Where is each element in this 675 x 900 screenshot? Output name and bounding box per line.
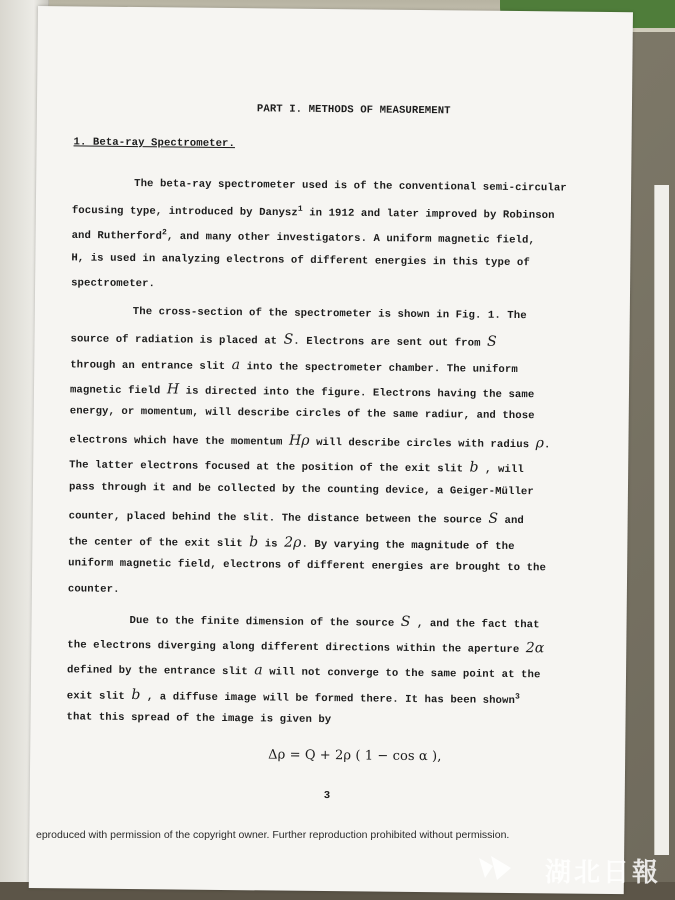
paragraph-line: spectrometer. [71, 277, 156, 291]
paragraph-line: pass through it and be collected by the counting device, a Geiger-Müller [68, 481, 534, 499]
paragraph-line: counter. [67, 583, 120, 596]
paragraph-line: the electrons diverging along different directions within the aperture 2α [67, 639, 545, 657]
footnote-ref: 3 [514, 692, 520, 702]
right-page-edge [654, 185, 669, 855]
paragraph-line: Due to the finite dimension of the source S , and the fact that [129, 613, 540, 632]
part-heading: PART I. METHODS OF MEASUREMENT [256, 103, 451, 118]
paragraph-line: exit slit b , a diffuse image will be formed there. It has been shown$^3$ [66, 687, 520, 708]
paragraph-line: that this spread of the image is given by [66, 711, 332, 727]
paragraph-line: H, is used in analyzing electrons of different energies in this type of [71, 252, 530, 270]
footnote-ref: 1 [297, 204, 303, 214]
paragraph-line: counter, placed behind the slit. The distance between the source S and [68, 510, 524, 528]
paragraph-line: energy, or momentum, will describe circles of the same radiur, and those [69, 405, 535, 423]
permission-footer: eproduced with permission of the copyright owner. Further reproduction prohibited without permission. [36, 829, 510, 841]
paragraph-line: electrons which have the momentum Hρ will describe circles with radius ρ. [69, 432, 551, 452]
section-heading: 1. Beta-ray Spectrometer. [73, 136, 236, 151]
footnote-ref: 2 [161, 228, 167, 238]
paragraph-line: uniform magnetic field, electrons of different energies are brought to the [68, 557, 547, 575]
document-page [29, 6, 633, 894]
page-number: 3 [323, 790, 331, 803]
paragraph-line: source of radiation is placed at S. Electrons are sent out from S [70, 331, 497, 350]
paragraph-line: defined by the entrance slit a will not converge to the same point at the [66, 662, 541, 682]
paragraph-line: focusing type, introduced by Danysz$^1$ in 1912 and later improved by Robinson [71, 204, 555, 222]
paragraph-line: The cross-section of the spectrometer is shown in Fig. 1. The [132, 306, 527, 323]
paragraph-line: The beta-ray spectrometer used is of the conventional semi-circular [134, 178, 567, 195]
paragraph-line: through an entrance slit a into the spectrometer chamber. The uniform [70, 357, 518, 377]
paragraph-line: and Rutherford$^2$, and many other investigators. A uniform magnetic field, [71, 228, 536, 247]
paragraph-line: the center of the exit slit b is 2ρ. By varying the magnitude of the [68, 534, 515, 554]
watermark-logo-icon [475, 852, 515, 882]
equation: Δρ = Q + 2ρ ( 1 − cos α ), [268, 747, 442, 765]
paragraph-line: The latter electrons focused at the position of the exit slit b , will [69, 459, 524, 477]
paragraph-line: magnetic field H is directed into the figure. Electrons having the same [69, 381, 535, 402]
watermark-text: 湖北日報 [544, 858, 661, 888]
